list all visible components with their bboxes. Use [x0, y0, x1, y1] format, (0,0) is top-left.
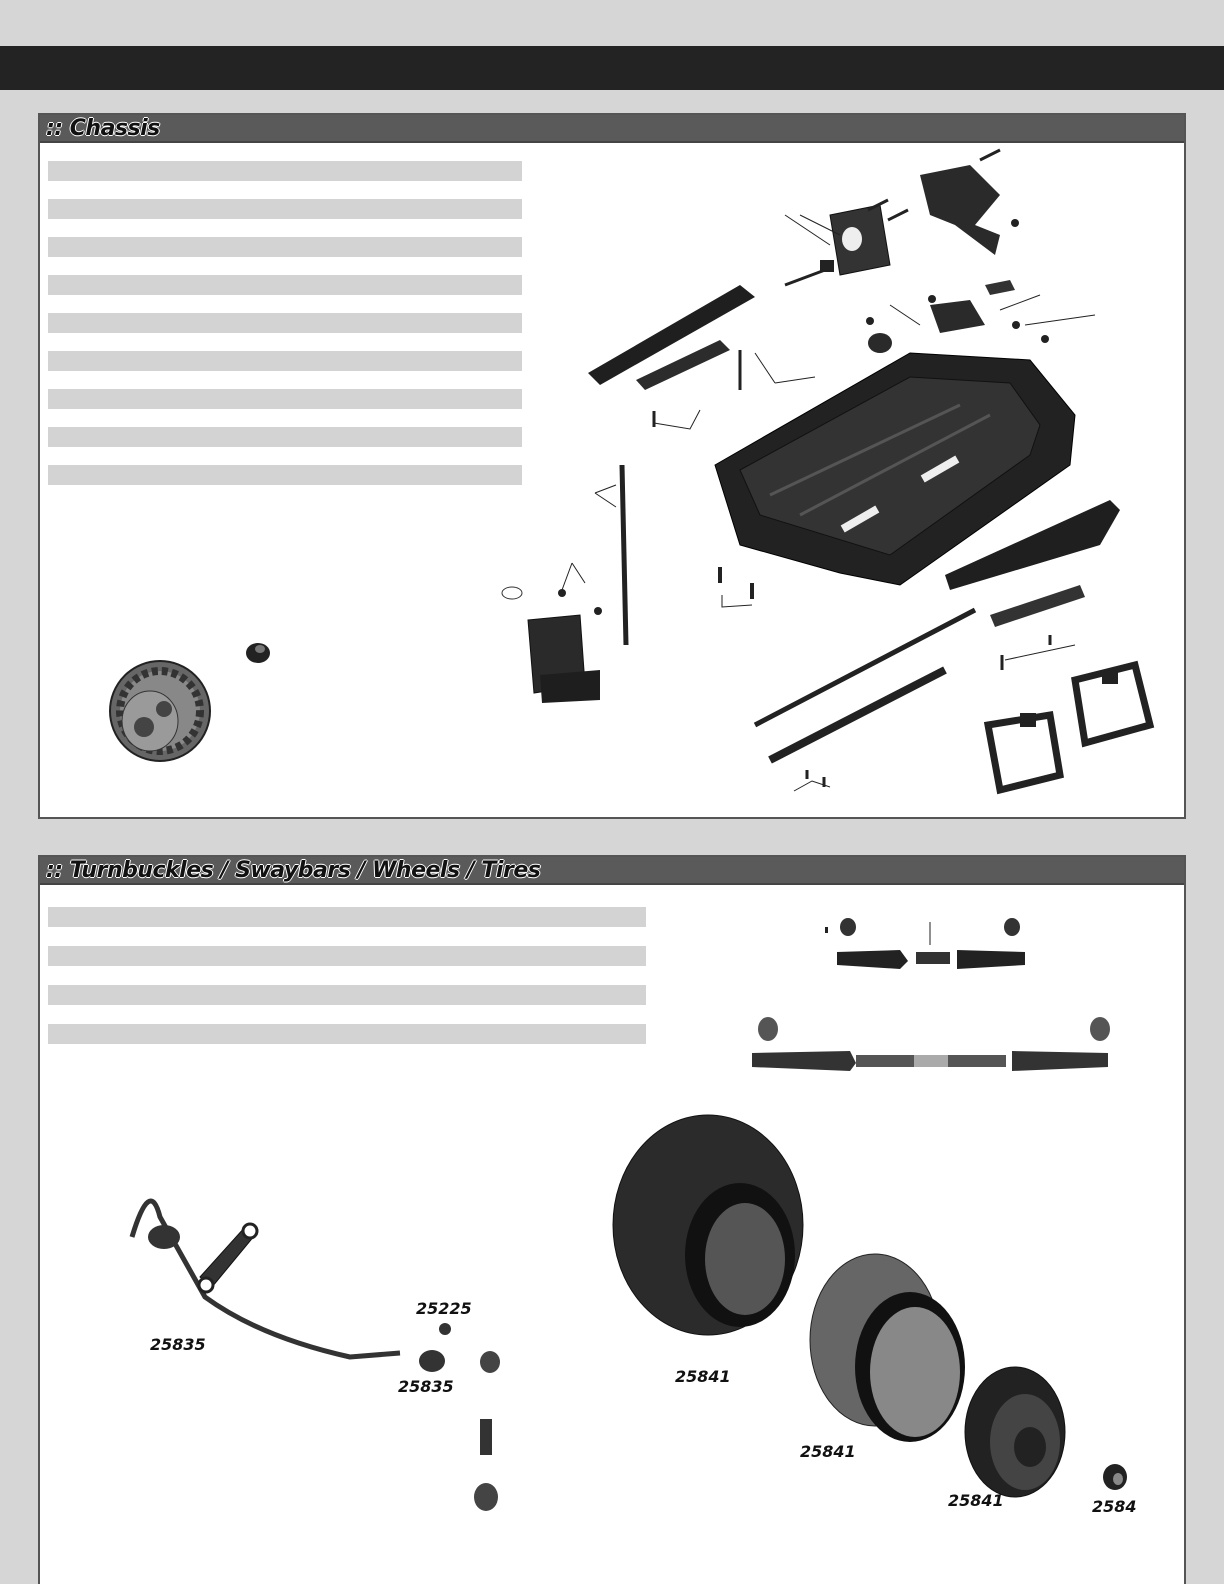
turnbuckles-section — [38, 855, 1186, 1584]
page-top-bar — [0, 46, 1224, 90]
part-number-swaybar-wire: 25835 — [150, 1335, 206, 1354]
wheel-illustration — [965, 1367, 1065, 1497]
long-turnbuckle-illustration — [752, 1017, 1110, 1071]
motor-plate-illustration — [920, 150, 1019, 255]
part-number-swaybar-mount: 25835 — [398, 1377, 454, 1396]
tire-illustration — [613, 1115, 803, 1335]
chassis-section-title: :: Chassis — [46, 116, 160, 141]
part-number-wheel: 25841 — [948, 1491, 1004, 1510]
swaybar-illustration — [132, 1201, 500, 1511]
part-number-tire: 25841 — [675, 1367, 731, 1386]
part-number-ball-stud: 25225 — [416, 1299, 472, 1318]
short-turnbuckle-illustration — [825, 918, 1025, 969]
foam-insert-illustration — [810, 1254, 965, 1442]
part-number-foam-insert: 25841 — [800, 1442, 856, 1461]
turnbuckles-diagram — [40, 857, 1188, 1584]
chassis-section — [38, 113, 1186, 819]
battery-strap-illustration — [988, 665, 1150, 790]
part-number-wheel-nut: 2584 — [1092, 1497, 1137, 1516]
chassis-exploded-diagram — [40, 115, 1188, 821]
receiver-box-illustration — [502, 563, 602, 703]
pinion-gear-illustration — [110, 661, 210, 761]
motor-mount-illustration — [785, 200, 908, 285]
wheel-nut-illustration — [1103, 1464, 1127, 1490]
set-screw-illustration — [246, 643, 270, 663]
turnbuckles-section-title: :: Turnbuckles / Swaybars / Wheels / Tires — [46, 858, 541, 883]
front-bumper-illustration — [588, 285, 755, 429]
